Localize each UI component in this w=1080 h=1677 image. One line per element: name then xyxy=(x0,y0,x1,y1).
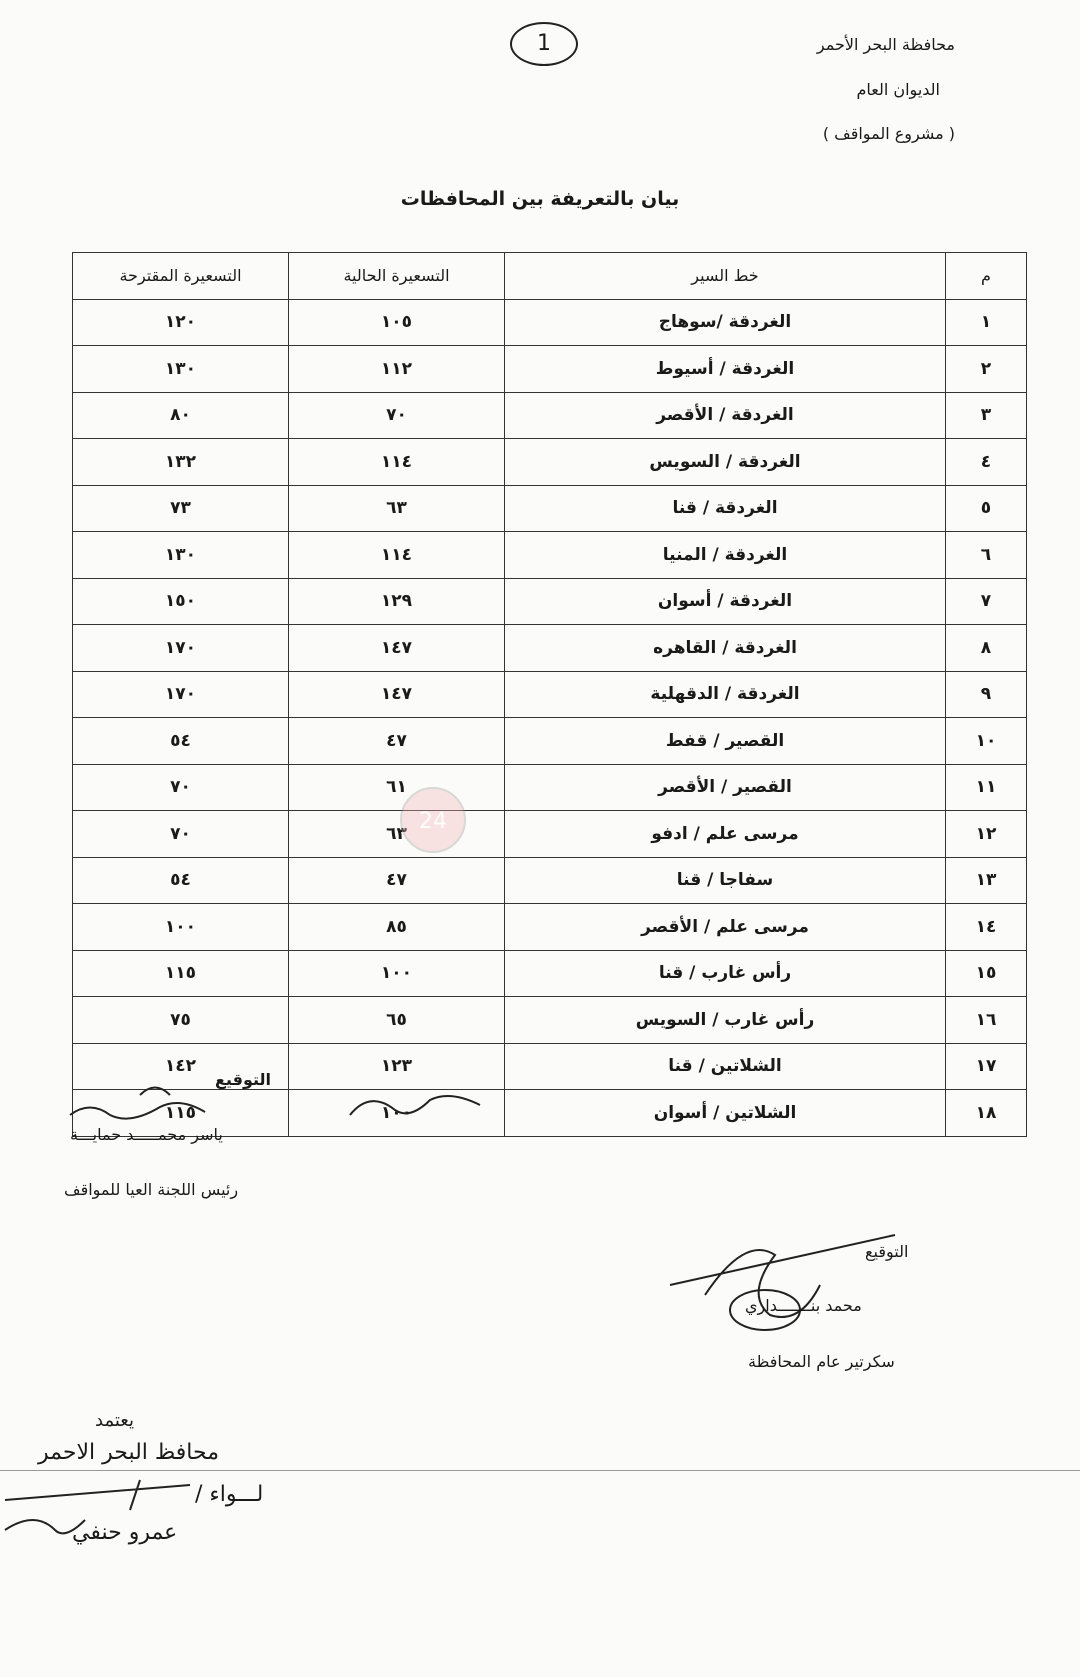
table-row xyxy=(73,578,1027,625)
row-number: ٤ xyxy=(946,439,1027,486)
row-number: ٩ xyxy=(946,671,1027,718)
current-fare-cell: ١٤٧ xyxy=(289,671,505,718)
approval-role: محافظ البحر الاحمر xyxy=(38,1440,219,1465)
row-number: ٨ xyxy=(946,625,1027,672)
table-row xyxy=(73,346,1027,393)
column-header-proposed: التسعيرة المقترحة xyxy=(73,253,289,300)
proposed-fare-cell: ١١٥ xyxy=(73,950,289,997)
row-number: ٣ xyxy=(946,392,1027,439)
table-row xyxy=(73,718,1027,765)
route-cell: الغردقة /سوهاج xyxy=(505,299,946,346)
table-row xyxy=(73,997,1027,1044)
row-number: ١٠ xyxy=(946,718,1027,765)
route-cell: الشلاتين / قنا xyxy=(505,1043,946,1090)
department-name: الديوان العام xyxy=(856,80,940,99)
route-cell: مرسى علم / ادفو xyxy=(505,811,946,858)
current-fare-cell: ١٠٥ xyxy=(289,299,505,346)
proposed-fare-cell: ١٥٠ xyxy=(73,578,289,625)
current-fare-cell: ١٢٩ xyxy=(289,578,505,625)
table-row xyxy=(73,532,1027,579)
project-name: ( مشروع المواقف ) xyxy=(822,124,955,143)
current-fare-cell: ٤٧ xyxy=(289,857,505,904)
column-header-number: م xyxy=(946,253,1027,300)
current-fare-cell: ١١٤ xyxy=(289,439,505,486)
current-fare-cell: ١١٢ xyxy=(289,346,505,393)
right-signature-label: التوقيع xyxy=(865,1242,909,1261)
proposed-fare-cell: ١٧٠ xyxy=(73,625,289,672)
svg-text:24: 24 xyxy=(419,809,447,834)
current-fare-cell: ١٤٧ xyxy=(289,625,505,672)
row-number: ١٧ xyxy=(946,1043,1027,1090)
current-fare-cell: ١٠٠ xyxy=(289,1090,505,1137)
proposed-fare-cell: ١٠٠ xyxy=(73,904,289,951)
proposed-fare-cell: ١٤٢ xyxy=(73,1043,289,1090)
proposed-fare-cell: ٨٠ xyxy=(73,392,289,439)
approval-name: عمرو حنفي xyxy=(72,1520,178,1545)
proposed-fare-cell: ٧٥ xyxy=(73,997,289,1044)
table-row xyxy=(73,439,1027,486)
proposed-fare-cell: ٥٤ xyxy=(73,857,289,904)
route-cell: الغردقة / القاهره xyxy=(505,625,946,672)
current-fare-cell: ٦٣ xyxy=(289,811,505,858)
page-number: 1 xyxy=(510,22,578,66)
governorate-name: محافظة البحر الأحمر xyxy=(816,35,955,54)
route-cell: الشلاتين / أسوان xyxy=(505,1090,946,1137)
row-number: ٥ xyxy=(946,485,1027,532)
route-cell: الغردقة / الدقهلية xyxy=(505,671,946,718)
watermark xyxy=(395,780,655,864)
current-fare-cell: ١٢٣ xyxy=(289,1043,505,1090)
proposed-fare-cell: ٧٠ xyxy=(73,811,289,858)
route-cell: الغردقة / الأقصر xyxy=(505,392,946,439)
table-row xyxy=(73,299,1027,346)
row-number: ٢ xyxy=(946,346,1027,393)
route-cell: الغردقة / أسوان xyxy=(505,578,946,625)
row-number: ٦ xyxy=(946,532,1027,579)
proposed-fare-cell: ١٧٠ xyxy=(73,671,289,718)
proposed-fare-cell: ٧٠ xyxy=(73,764,289,811)
table-row xyxy=(73,392,1027,439)
row-number: ١٥ xyxy=(946,950,1027,997)
tariff-table xyxy=(72,252,1027,1137)
current-fare-cell: ٦٣ xyxy=(289,485,505,532)
left-signatory-role: رئيس اللجنة العيا للمواقف xyxy=(64,1180,239,1199)
right-signature-scribble-icon xyxy=(665,1225,925,1335)
row-number: ١ xyxy=(946,299,1027,346)
route-cell: سفاجا / قنا xyxy=(505,857,946,904)
column-header-current: التسعيرة الحالية xyxy=(289,253,505,300)
route-cell: الغردقة / المنيا xyxy=(505,532,946,579)
approval-rank: لـــواء / xyxy=(195,1482,264,1507)
proposed-fare-cell: ١٣٢ xyxy=(73,439,289,486)
route-cell: الغردقة / قنا xyxy=(505,485,946,532)
table-row xyxy=(73,671,1027,718)
approval-signature-scribble-icon xyxy=(0,1470,210,1550)
table-row xyxy=(73,904,1027,951)
row-number: ١٦ xyxy=(946,997,1027,1044)
current-fare-cell: ١٠٠ xyxy=(289,950,505,997)
left-signature-label: التوقيع xyxy=(215,1070,271,1089)
current-fare-cell: ٤٧ xyxy=(289,718,505,765)
right-signatory-role: سكرتير عام المحافظة xyxy=(748,1352,895,1371)
route-cell: رأس غارب / السويس xyxy=(505,997,946,1044)
table-row xyxy=(73,485,1027,532)
proposed-fare-cell: ٧٣ xyxy=(73,485,289,532)
proposed-fare-cell: ١٢٠ xyxy=(73,299,289,346)
right-signatory-name: محمد بنـــــــداري xyxy=(745,1296,862,1315)
proposed-fare-cell: ٥٤ xyxy=(73,718,289,765)
proposed-fare-cell: ١٣٠ xyxy=(73,532,289,579)
current-fare-cell: ١١٤ xyxy=(289,532,505,579)
row-number: ١٨ xyxy=(946,1090,1027,1137)
table-row xyxy=(73,950,1027,997)
watermark-logo-icon xyxy=(395,780,655,860)
current-fare-cell: ٦١ xyxy=(289,764,505,811)
route-cell: الغردقة / أسيوط xyxy=(505,346,946,393)
current-fare-cell: ٦٥ xyxy=(289,997,505,1044)
row-number: ١١ xyxy=(946,764,1027,811)
approval-label: يعتمد xyxy=(95,1410,134,1431)
row-number: ١٢ xyxy=(946,811,1027,858)
route-cell: مرسى علم / الأقصر xyxy=(505,904,946,951)
current-fare-cell: ٨٥ xyxy=(289,904,505,951)
document-title: بيان بالتعريفة بين المحافظات xyxy=(400,188,680,210)
table-row xyxy=(73,625,1027,672)
row-number: ١٤ xyxy=(946,904,1027,951)
route-cell: رأس غارب / قنا xyxy=(505,950,946,997)
current-fare-cell: ٧٠ xyxy=(289,392,505,439)
row-number: ٧ xyxy=(946,578,1027,625)
row-number: ١٣ xyxy=(946,857,1027,904)
route-cell: القصير / قفط xyxy=(505,718,946,765)
route-cell: القصير / الأقصر xyxy=(505,764,946,811)
proposed-fare-cell: ١٣٠ xyxy=(73,346,289,393)
proposed-fare-cell: ١١٥ xyxy=(73,1090,289,1137)
left-signatory-name: ياسر محمـــــد حمايـــة xyxy=(70,1125,223,1144)
table-header-row xyxy=(73,253,1027,300)
route-cell: الغردقة / السويس xyxy=(505,439,946,486)
column-header-route: خط السير xyxy=(505,253,946,300)
